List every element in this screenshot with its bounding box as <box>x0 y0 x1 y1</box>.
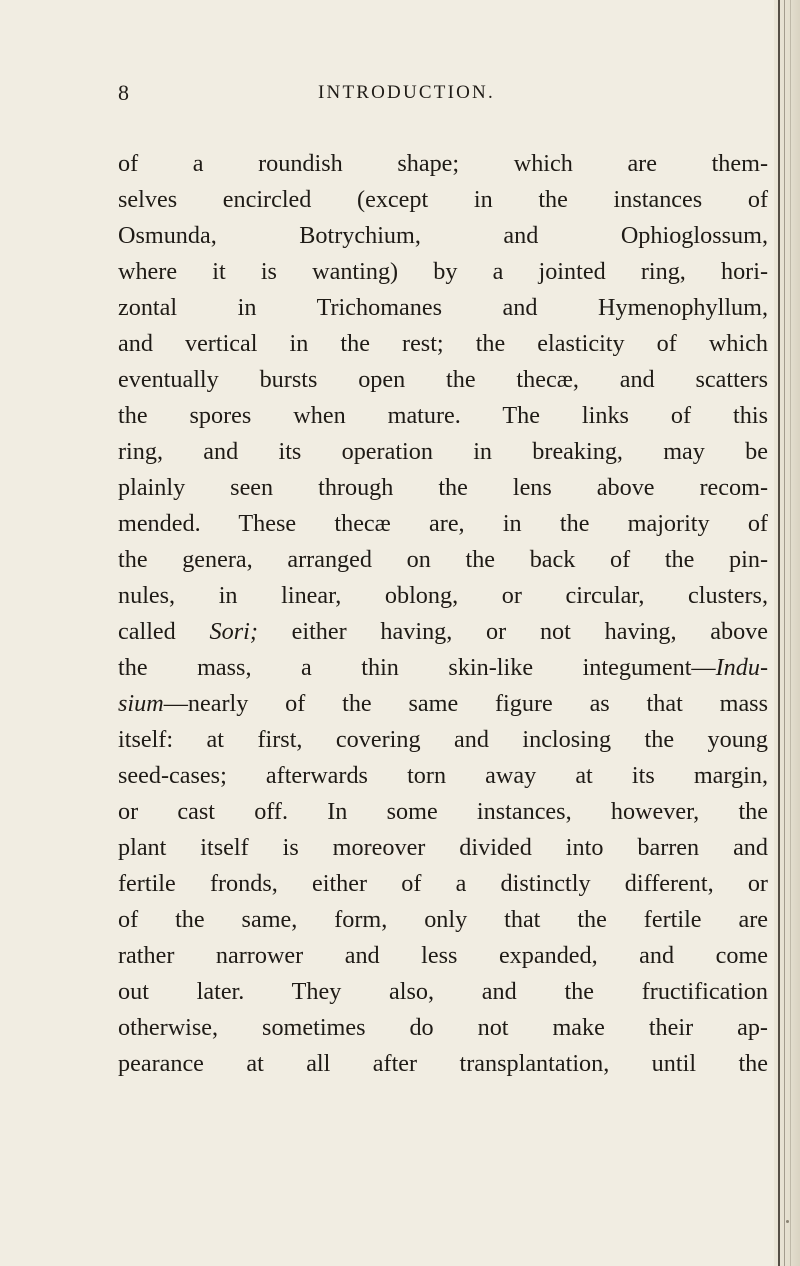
text-line: ring, and its operation in breaking, may be <box>118 438 768 465</box>
text-line: mended. These thecæ are, in the majority of <box>118 510 768 537</box>
text-line: fertile fronds, either of a distinctly different, or <box>118 870 768 897</box>
body-text <box>118 146 768 1082</box>
text-line: out later. They also, and the fructification <box>118 978 768 1005</box>
text-run: —nearly of the same figure as that mass <box>163 690 768 717</box>
text-line: seed-cases; afterwards torn away at its margin, <box>118 762 768 789</box>
italic-term: Sori; <box>209 618 258 645</box>
text-line: selves encircled (except in the instances of <box>118 186 768 213</box>
text-run: called <box>118 618 210 645</box>
text-line: itself: at first, covering and inclosing the young <box>118 726 768 753</box>
paper-speck <box>786 1220 789 1223</box>
text-line: the genera, arranged on the back of the pin- <box>118 546 768 573</box>
text-line: or cast off. In some instances, however, the <box>118 798 768 825</box>
page-edge-line <box>778 0 780 1266</box>
text-line: of the same, form, only that the fertile are <box>118 906 768 933</box>
text-line: rather narrower and less expanded, and come <box>118 942 768 969</box>
text-line: plant itself is moreover divided into barren and <box>118 834 768 861</box>
text-line: the spores when mature. The links of this <box>118 402 768 429</box>
text-line: where it is wanting) by a jointed ring, hori- <box>118 258 768 285</box>
page-number: 8 <box>118 80 130 105</box>
text-run: either having, or not having, above <box>257 618 768 645</box>
text-line <box>118 686 768 722</box>
text-line: otherwise, sometimes do not make their ap- <box>118 1014 768 1041</box>
text-line: and vertical in the rest; the elasticity of which <box>118 330 768 357</box>
page-edge-line <box>790 0 791 1266</box>
text-line: Osmunda, Botrychium, and Ophioglossum, <box>118 222 768 249</box>
text-line: pearance at all after transplantation, until the <box>118 1050 768 1077</box>
text-line: nules, in linear, oblong, or circular, clusters, <box>118 582 768 609</box>
text-run: the mass, a thin skin-like integument— <box>118 654 716 681</box>
text-line: zontal in Trichomanes and Hymenophyllum, <box>118 294 768 321</box>
text-line <box>118 614 768 650</box>
text-line: plainly seen through the lens above recom- <box>118 474 768 501</box>
text-line <box>118 650 768 686</box>
running-head: INTRODUCTION. <box>318 82 495 103</box>
page-header <box>118 80 758 112</box>
page-edge-line <box>784 0 785 1266</box>
italic-term: Indu- <box>715 654 768 681</box>
italic-term: sium <box>118 690 164 717</box>
text-line: of a roundish shape; which are them- <box>118 150 768 177</box>
text-line: eventually bursts open the thecæ, and scatters <box>118 366 768 393</box>
